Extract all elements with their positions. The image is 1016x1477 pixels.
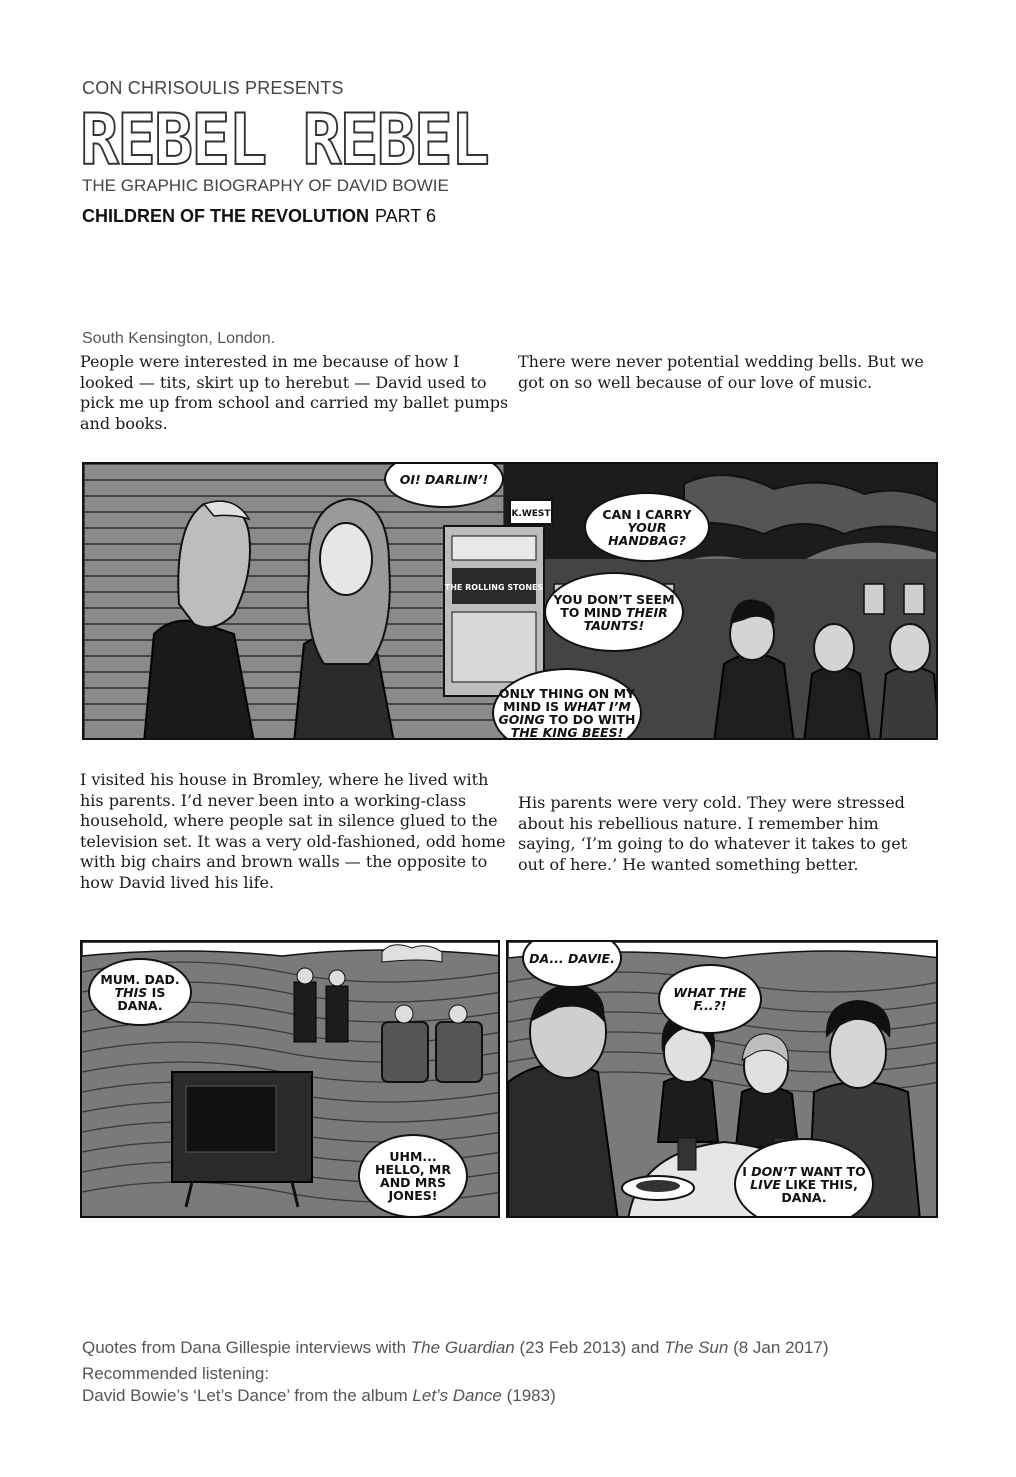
comic-panel-dinner xyxy=(506,940,938,1218)
speech-bubble: YOU DON’T SEEM TO MIND THEIR TAUNTS! xyxy=(544,572,684,652)
presents-line: CON CHRISOULIS PRESENTS xyxy=(82,78,344,98)
speech-bubble: I DON’T WANT TO LIVE LIKE THIS, DANA. xyxy=(734,1138,874,1218)
narration-text: There were never potential wedding bells. But we got on so well because of our love of music. xyxy=(518,352,924,392)
recommended-label: Recommended listening: xyxy=(82,1364,270,1383)
street-sign-text: K.WEST xyxy=(511,509,551,519)
narration-text: I visited his house in Bromley, where he lived with his parents. I’d never been into a working-class household, where people sat in silence glued to the television set. It was a very old-fashioned, odd home with big chairs and brown walls — the opposite to how David lived his life. xyxy=(80,770,506,892)
logo-text: REBEL REBEL xyxy=(80,108,488,172)
speech-bubble: MUM. DAD. THIS IS DANA. xyxy=(88,958,192,1026)
chapter-title xyxy=(82,206,436,227)
speech-bubble: WHAT THE F...?! xyxy=(658,964,762,1034)
comic-logo xyxy=(80,108,490,172)
comic-panel-living-room xyxy=(80,940,500,1218)
chapter-part: PART 6 xyxy=(375,206,437,226)
speech-bubble: CAN I CARRY YOUR HANDBAG? xyxy=(584,492,710,562)
speech-bubble: OI! DARLIN’! xyxy=(384,462,504,508)
speech-bubble: DA... DAVIE. xyxy=(522,940,622,988)
narration-text: His parents were very cold. They were stressed about his rebellious nature. I remember him saying, ‘I’m going to do whatever it takes to get out of here.’ He wanted something better. xyxy=(518,793,908,874)
speech-bubble: UHM... HELLO, MR AND MRS JONES! xyxy=(358,1134,468,1218)
quotes-source: Quotes from Dana Gillespie interviews with The Guardian (23 Feb 2013) and The Sun (8 Jan 2017) xyxy=(82,1338,829,1357)
narration-text: People were interested in me because of how I looked — tits, skirt up to herebut — David used to pick me up from school and carried my ballet pumps and books. xyxy=(80,352,509,433)
recommended-track: David Bowie’s ‘Let’s Dance’ from the album Let’s Dance (1983) xyxy=(82,1386,556,1405)
chapter-name: CHILDREN OF THE REVOLUTION xyxy=(82,206,369,226)
comic-panel-street xyxy=(82,462,938,740)
speech-bubble: ONLY THING ON MY MIND IS WHAT I’M GOING TO DO WITH THE KING BEES! xyxy=(492,668,642,740)
comic-subtitle: THE GRAPHIC BIOGRAPHY OF DAVID BOWIE xyxy=(82,176,449,195)
poster-text: THE ROLLING STONES xyxy=(444,583,544,592)
location-caption: South Kensington, London. xyxy=(82,330,276,347)
